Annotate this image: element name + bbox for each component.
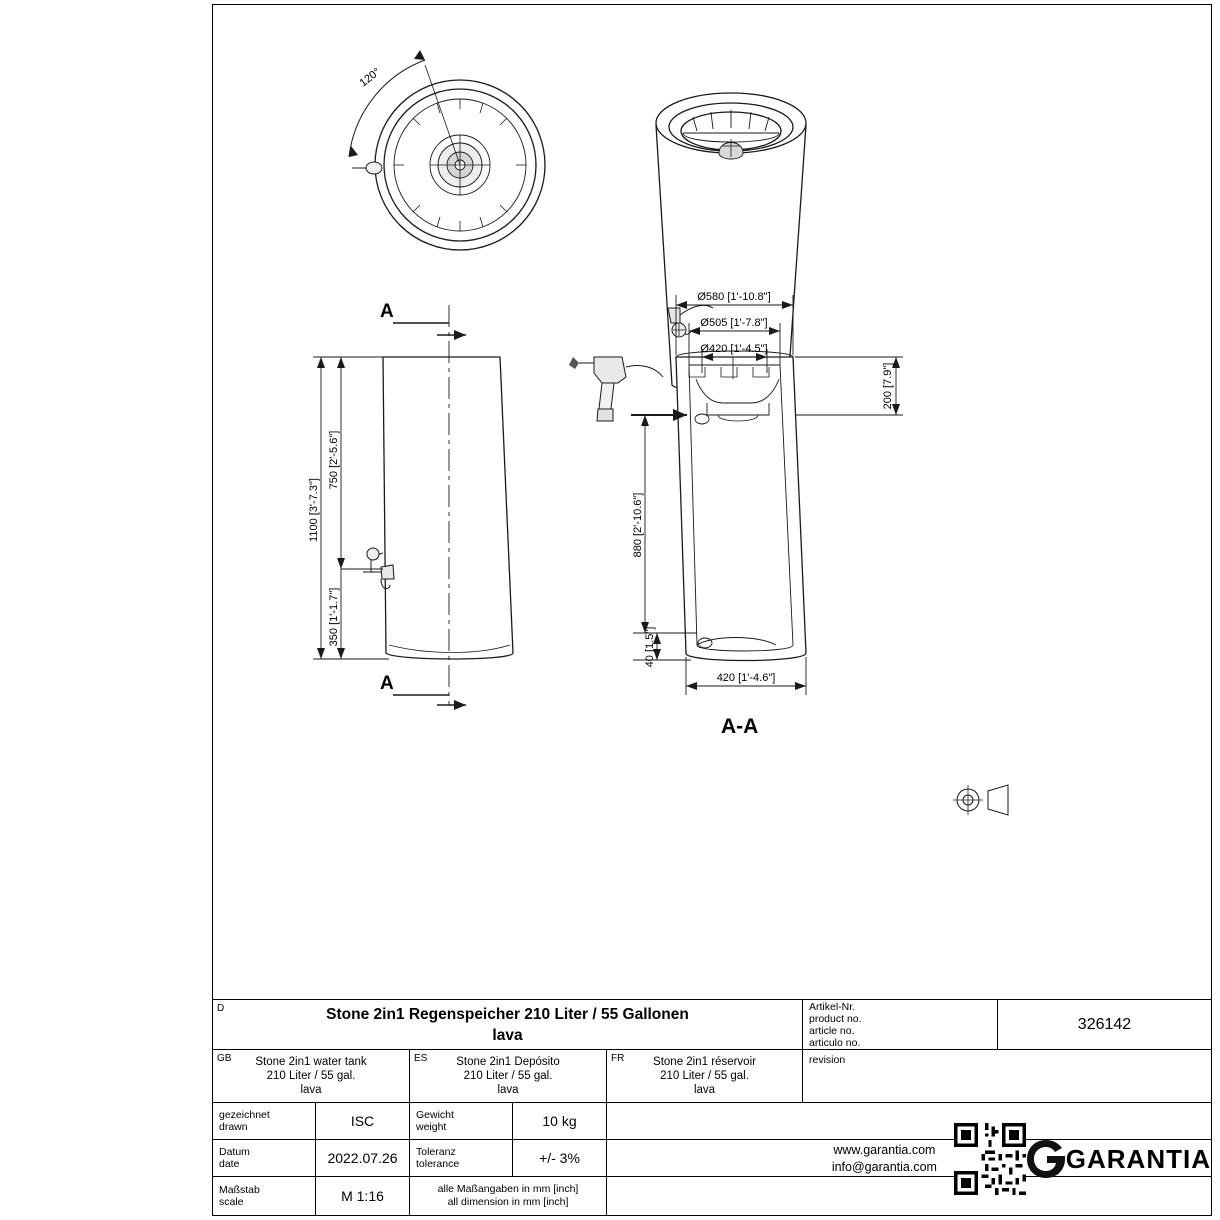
dim-inner-height: 880 [2'-10.6"] (632, 492, 644, 558)
title-de-line2: lava (492, 1026, 523, 1044)
title-fr-line2: 210 Liter / 55 gal. (660, 1070, 749, 1082)
side-elevation-view (308, 305, 513, 710)
scale-label-1: Maßstab (219, 1184, 260, 1196)
dim-base-width: 420 [1'-4.6"] (716, 672, 776, 684)
drawing-svg (213, 5, 1213, 1005)
email-address[interactable]: info@garantia.com (831, 1160, 937, 1174)
brand-block (815, 1103, 1211, 1215)
tolerance-value: +/- 3% (539, 1150, 580, 1166)
dim-lid-depth: 200 [7.9"] (882, 362, 894, 410)
weight-value: 10 kg (542, 1113, 577, 1129)
lang-tag-es: ES (414, 1053, 428, 1064)
article-label-3: article no. (809, 1024, 855, 1037)
title-es-line1: Stone 2in1 Depósito (456, 1056, 560, 1068)
dim-outer-diameter: Ø580 [1'-10.8"] (697, 291, 771, 303)
angle-note: 120° (357, 65, 383, 90)
qr-code (954, 1123, 1026, 1195)
date-value: 2022.07.26 (327, 1150, 398, 1166)
lang-tag-gb: GB (217, 1053, 232, 1064)
dim-base-offset: 40 [1.5"] (644, 626, 656, 668)
dim-upper-height: 750 [2'-5.6"] (328, 430, 340, 490)
date-label-2: date (219, 1158, 240, 1170)
drawing-sheet (212, 4, 1212, 1216)
title-es-line3: lava (497, 1084, 519, 1096)
title-gb-line2: 210 Liter / 55 gal. (266, 1070, 356, 1082)
weight-label-1: Gewicht (416, 1109, 454, 1121)
title-es-line2: 210 Liter / 55 gal. (463, 1070, 553, 1082)
section-mark-top: A (380, 301, 394, 322)
dim-inner-diameter: Ø420 [1'-4.5"] (700, 343, 768, 355)
scale-value: M 1:16 (341, 1188, 384, 1204)
title-gb-line3: lava (300, 1084, 322, 1096)
title-de-line1: Stone 2in1 Regenspeicher 210 Liter / 55 Gallonen (326, 1005, 689, 1023)
units-note-1: alle Maßangaben in mm [inch] (437, 1183, 579, 1195)
article-label-4: articulo no. (809, 1036, 861, 1049)
section-arrow-bottom (393, 695, 466, 710)
section-view-label: A-A (721, 715, 759, 738)
section-mark-bottom: A (380, 673, 394, 694)
title-fr-line3: lava (693, 1084, 716, 1096)
section-view-aa (569, 291, 903, 695)
tolerance-label-1: Toleranz (416, 1146, 456, 1158)
title-row-languages (213, 1050, 1211, 1103)
lang-tag-fr: FR (611, 1053, 625, 1064)
lang-tag-de: D (217, 1003, 225, 1014)
dim-mid-diameter: Ø505 [1'-7.8"] (700, 317, 768, 329)
garantia-g-icon (1026, 1139, 1066, 1179)
scale-label-2: scale (219, 1196, 244, 1208)
units-note-2: all dimension in mm [inch] (447, 1196, 569, 1208)
tolerance-label-2: tolerance (416, 1158, 460, 1170)
website-url[interactable]: www.garantia.com (833, 1143, 936, 1157)
article-label-1: Artikel-Nr. (809, 1000, 856, 1013)
title-row-main (213, 1000, 1211, 1050)
date-label-1: Datum (219, 1146, 250, 1158)
garantia-wordmark: GARANTIA (1065, 1143, 1211, 1174)
title-fr-line1: Stone 2in1 réservoir (653, 1056, 756, 1068)
revision-label: revision (809, 1054, 846, 1066)
drill-icon (569, 357, 687, 421)
title-block (213, 999, 1211, 1215)
drawn-label-1: gezeichnet (219, 1109, 270, 1121)
plan-view (349, 50, 545, 250)
drawn-value: ISC (350, 1113, 375, 1129)
contact-info (815, 1142, 954, 1176)
article-number: 326142 (1077, 1015, 1132, 1033)
title-gb-line1: Stone 2in1 water tank (255, 1056, 367, 1068)
drawn-label-2: drawn (219, 1121, 248, 1133)
section-arrow-top (393, 323, 466, 340)
article-label-2: product no. (809, 1012, 862, 1025)
dim-total-height: 1100 [3'-7.3"] (308, 478, 320, 542)
garantia-logo (1026, 1139, 1211, 1179)
weight-label-2: weight (416, 1121, 447, 1133)
dim-tap-height: 350 [1'-1.7"] (328, 587, 340, 647)
projection-symbol (953, 785, 1008, 815)
